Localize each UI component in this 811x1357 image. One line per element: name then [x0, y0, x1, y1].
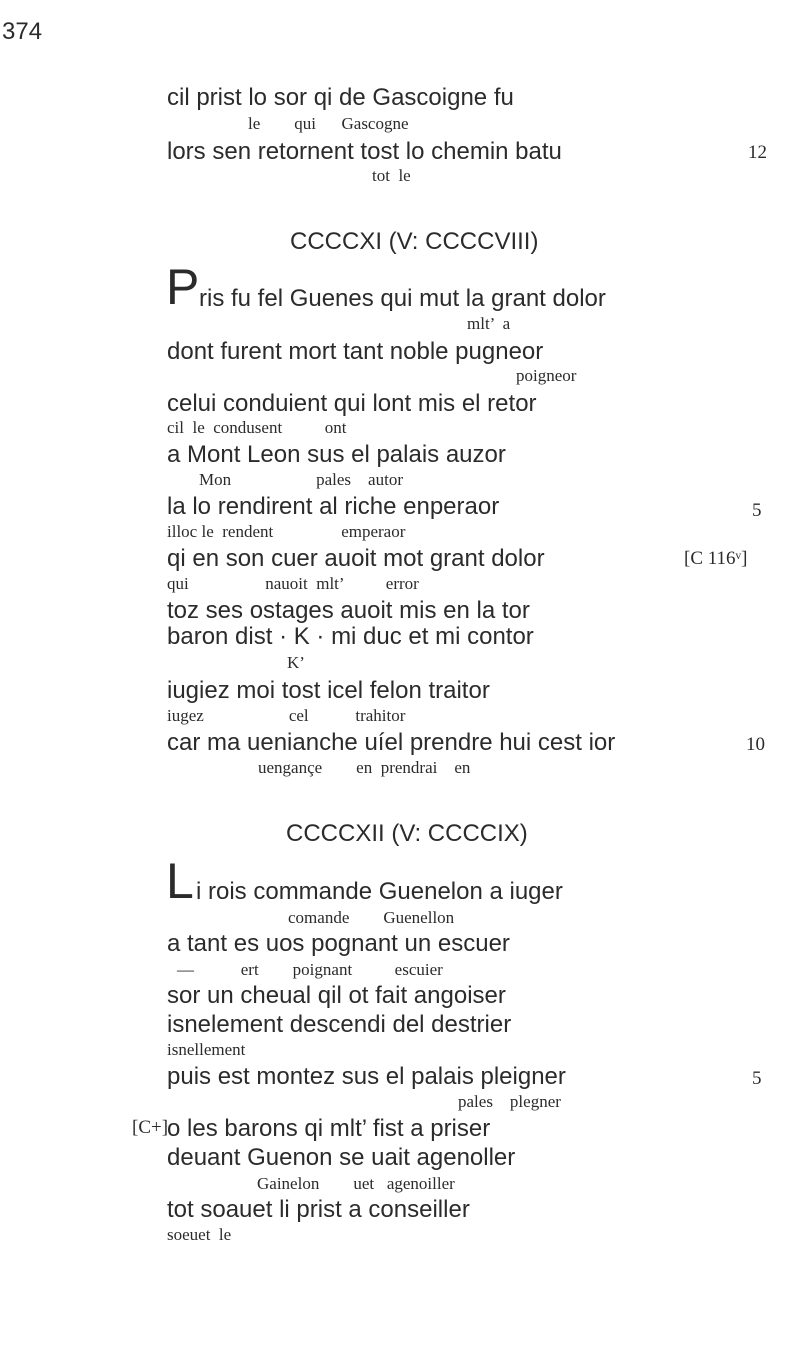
- variant-line: — ert poignant escuier: [177, 960, 443, 979]
- verse-line: celui conduient qui lont mis el retor: [167, 390, 537, 417]
- verse-line: cil prist lo sor qi de Gascoigne fu: [167, 84, 514, 111]
- variant-line: le qui Gascogne: [248, 114, 409, 133]
- verse-line: o les barons qi mlt’ fist a priser: [167, 1115, 491, 1142]
- verse-line: baron dist · K · mi duc et mi contor: [167, 623, 534, 650]
- variant-line: pales plegner: [458, 1092, 561, 1111]
- variant-line: comande Guenellon: [288, 908, 455, 927]
- verse-line: a tant es uos pognant un escuer: [167, 930, 510, 957]
- variant-line: soeuet le: [167, 1225, 232, 1244]
- verse-line: iugiez moi tost icel felon traitor: [167, 677, 490, 704]
- variant-line: cil le condusent ont: [167, 418, 347, 437]
- verse-line: ris fu fel Guenes qui mut la grant dolor: [199, 285, 606, 312]
- verse-line: puis est montez sus el palais pleigner: [167, 1063, 566, 1090]
- verse-line: isnelement descendi del destrier: [167, 1011, 512, 1038]
- verse-line: i rois commande Guenelon a iuger: [196, 878, 563, 905]
- verse-line: sor un cheual qil ot fait angoiser: [167, 982, 506, 1009]
- section-heading: CCCCXII (V: CCCCIX): [286, 820, 528, 847]
- variant-line: qui nauoit mlt’ error: [167, 574, 419, 593]
- verse-line: la lo rendirent al riche enperaor: [167, 493, 500, 520]
- line-number: 12: [748, 142, 767, 163]
- verse-line: toz ses ostages auoit mis en la tor: [167, 597, 530, 624]
- variant-line: isnellement: [167, 1040, 246, 1059]
- variant-line: mlt’ a: [467, 314, 511, 333]
- verse-line: qi en son cuer auoit mot grant dolor: [167, 545, 545, 572]
- line-number: 5: [752, 500, 762, 521]
- variant-line: Gainelon uet agenoiller: [257, 1174, 455, 1193]
- verse-line: a Mont Leon sus el palais auzor: [167, 441, 506, 468]
- page-number: 374: [2, 18, 43, 45]
- drop-initial: P: [166, 259, 200, 315]
- line-number: 5: [752, 1068, 762, 1089]
- variant-line: tot le: [372, 166, 411, 185]
- verse-line: deuant Guenon se uait agenoller: [167, 1144, 516, 1171]
- line-number: 10: [746, 734, 765, 755]
- variant-line: uengançe en prendrai en: [258, 758, 471, 777]
- variant-line: Mon pales autor: [199, 470, 403, 489]
- verse-line: dont furent mort tant noble pugneor: [167, 338, 544, 365]
- margin-reference: [C 116ᵛ]: [684, 548, 748, 569]
- section-heading: CCCCXI (V: CCCCVIII): [290, 228, 539, 255]
- verse-line: tot soauet li prist a conseiller: [167, 1196, 470, 1223]
- variant-line: poigneor: [516, 366, 577, 385]
- verse-line: lors sen retornent tost lo chemin batu: [167, 138, 562, 165]
- variant-line: K’: [287, 653, 305, 672]
- drop-initial: L: [166, 853, 194, 909]
- margin-reference: [C+]: [132, 1117, 169, 1138]
- variant-line: illoc le rendent emperaor: [167, 522, 406, 541]
- variant-line: iugez cel trahitor: [167, 706, 406, 725]
- verse-line: car ma uenianche uíel prendre hui cest ior: [167, 729, 616, 756]
